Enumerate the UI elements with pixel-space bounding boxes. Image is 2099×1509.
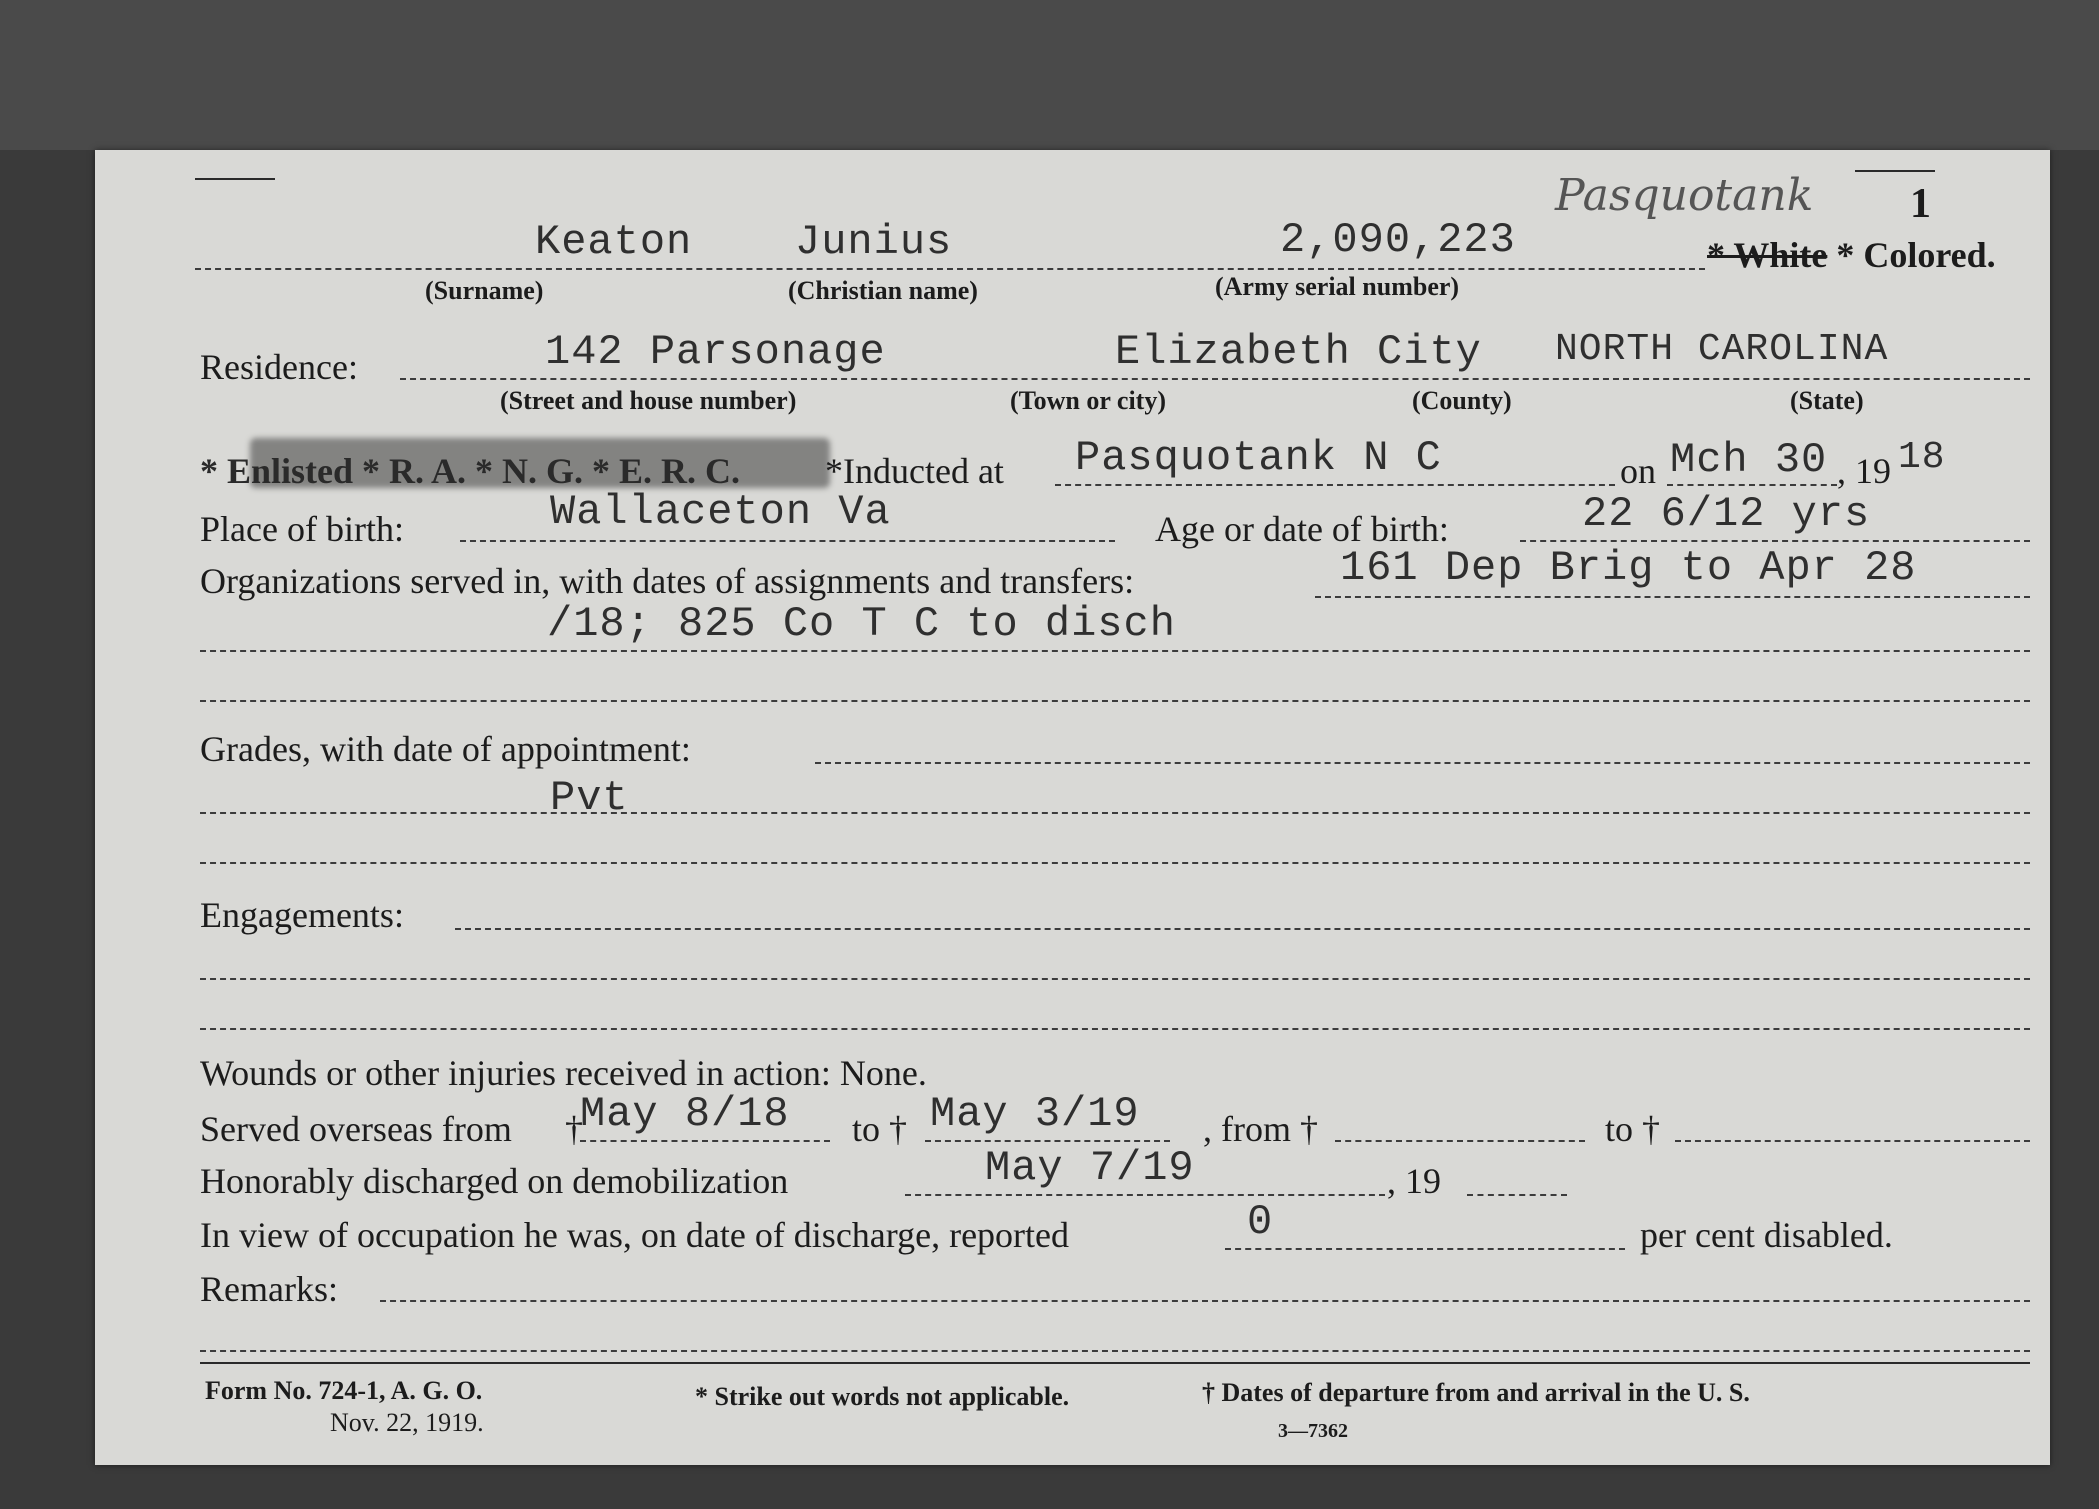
grades-value: Pvt (550, 774, 629, 822)
age-line (1520, 540, 2030, 542)
caption-town: (Town or city) (1010, 386, 1166, 415)
engagements-line2 (200, 978, 2030, 980)
engagements-line1 (455, 928, 2030, 930)
discharge-label: Honorably discharged on demobilization (200, 1161, 789, 1201)
discharge-year-line (1467, 1194, 1567, 1196)
christian-name-value: Junius (795, 218, 953, 266)
caption-street: (Street and house number) (500, 386, 797, 415)
induction-year-prefix: , 19 (1837, 451, 1891, 491)
organizations-line1-value: 161 Dep Brig to Apr 28 (1340, 544, 1917, 592)
street-value: 142 Parsonage (545, 328, 886, 376)
caption-state: (State) (1790, 386, 1864, 415)
inducted-label: *Inducted at (825, 451, 1004, 491)
caption-serial: (Army serial number) (1215, 272, 1460, 301)
discharge-year-label: , 19 (1387, 1161, 1441, 1201)
overseas-to2-label: to † (1605, 1109, 1661, 1149)
birth-place-value: Wallaceton Va (550, 488, 891, 536)
form-date: Nov. 22, 1919. (330, 1408, 484, 1437)
grades-line2 (200, 812, 2030, 814)
caption-county: (County) (1412, 386, 1512, 415)
caption-surname: (Surname) (425, 276, 544, 305)
race-colored: * Colored. (1836, 235, 1996, 275)
serial-number-value: 2,090,223 (1280, 216, 1516, 264)
discharge-date-line (905, 1194, 1385, 1196)
strike-note: * Strike out words not applicable. (695, 1382, 1070, 1411)
town-value: Elizabeth City (1115, 328, 1482, 376)
organizations-line2 (200, 650, 2030, 652)
engagements-label: Engagements: (200, 895, 404, 935)
organizations-label: Organizations served in, with dates of assignments and transfers: (200, 561, 1135, 601)
birth-place-label: Place of birth: (200, 509, 404, 549)
race-white: * White (1707, 235, 1828, 275)
form-number: Form No. 724-1, A. G. O. (205, 1376, 483, 1405)
residence-label: Residence: (200, 347, 358, 387)
overseas-to2-line (1675, 1140, 2030, 1142)
birth-place-line (460, 540, 1115, 542)
overseas-from-value: May 8/18 (580, 1090, 790, 1138)
handwritten-county: Pasquotank (1555, 170, 1814, 221)
corner-rule-right (1855, 170, 1935, 172)
overseas-to-value: May 3/19 (930, 1090, 1140, 1138)
overseas-label: Served overseas from (200, 1109, 512, 1149)
induction-date-value: Mch 30 (1670, 436, 1828, 484)
remarks-label: Remarks: (200, 1269, 338, 1309)
induction-on-label: on (1620, 451, 1656, 491)
overseas-dagger: † (565, 1109, 583, 1149)
surname-value: Keaton (535, 218, 693, 266)
state-value: NORTH CAROLINA (1555, 328, 1889, 371)
overseas-from2-label: , from † (1203, 1109, 1318, 1149)
overseas-to-label: to † (852, 1109, 908, 1149)
corner-rule (195, 178, 275, 180)
overseas-from-line (580, 1140, 830, 1142)
induction-date-line (1667, 484, 1837, 486)
grades-label: Grades, with date of appointment: (200, 729, 691, 769)
grades-line3 (200, 862, 2030, 864)
wounds-text: Wounds or other injuries received in action: None. (200, 1053, 927, 1093)
overseas-from2-line (1335, 1140, 1585, 1142)
disability-value: 0 (1247, 1198, 1274, 1246)
disability-line (1225, 1248, 1625, 1250)
grades-line1 (815, 762, 2030, 764)
age-value: 22 6/12 yrs (1582, 490, 1871, 538)
caption-christian-name: (Christian name) (788, 276, 978, 305)
age-label: Age or date of birth: (1155, 509, 1449, 549)
engagements-line3 (200, 1028, 2030, 1030)
print-code: 3—7362 (1278, 1420, 1348, 1442)
induction-place-value: Pasquotank N C (1075, 434, 1442, 482)
scanner-background (0, 0, 2099, 150)
induction-place-line (1055, 484, 1615, 486)
organizations-line1 (1315, 596, 2030, 598)
organizations-line3 (200, 700, 2030, 702)
race-options (1707, 234, 1996, 276)
name-line (195, 268, 1705, 270)
organizations-line2-value: /18; 825 Co T C to disch (547, 600, 1176, 648)
induction-year-value: 18 (1898, 436, 1946, 479)
footer-rule (200, 1362, 2030, 1364)
disability-suffix: per cent disabled. (1640, 1215, 1893, 1255)
residence-line (400, 378, 2030, 380)
enlistment-options: * Enlisted * R. A. * N. G. * E. R. C. (200, 451, 741, 491)
dagger-note: † Dates of departure from and arrival in the U. S. (1202, 1378, 1750, 1407)
remarks-line2 (200, 1350, 2030, 1352)
disability-label: In view of occupation he was, on date of discharge, reported (200, 1215, 1070, 1255)
card-number: 1 (1910, 181, 1931, 227)
overseas-to-line (925, 1140, 1170, 1142)
discharge-date-value: May 7/19 (985, 1144, 1195, 1192)
remarks-line1 (380, 1300, 2030, 1302)
service-record-card (95, 150, 2050, 1465)
